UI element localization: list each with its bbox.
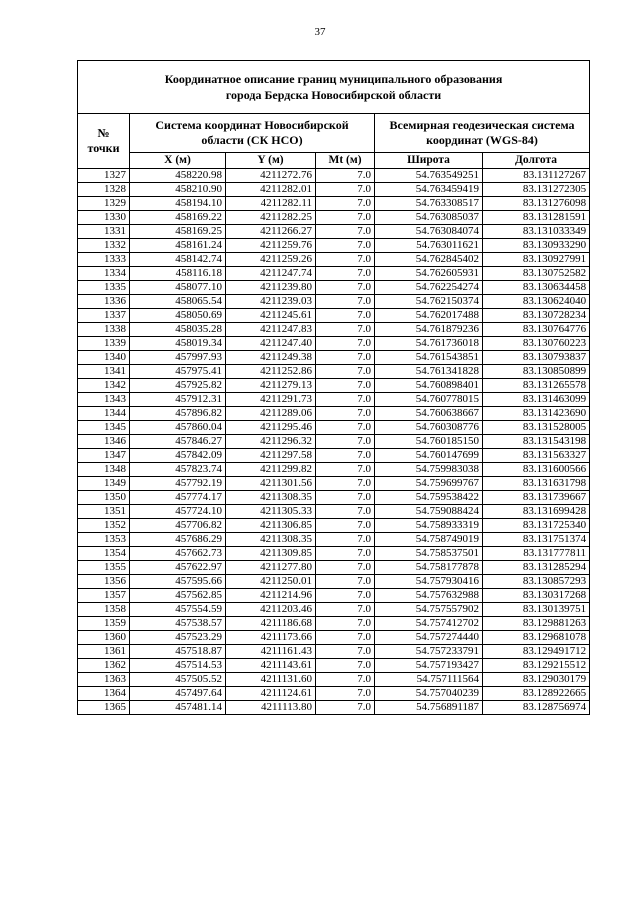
mt-cell: 7.0	[316, 561, 375, 575]
point-number-cell: 1348	[78, 463, 130, 477]
longitude-column-header: Долгота	[483, 153, 590, 169]
table-row	[78, 337, 590, 351]
y-cell: 4211203.46	[226, 603, 316, 617]
table-row	[78, 701, 590, 715]
mt-column-header: Mt (м)	[316, 153, 375, 169]
table-row	[78, 673, 590, 687]
latitude-cell: 54.763549251	[375, 169, 483, 183]
latitude-cell: 54.760185150	[375, 435, 483, 449]
mt-cell: 7.0	[316, 589, 375, 603]
longitude-cell: 83.131739667	[483, 491, 590, 505]
y-cell: 4211295.46	[226, 421, 316, 435]
y-cell: 4211299.82	[226, 463, 316, 477]
y-cell: 4211308.35	[226, 533, 316, 547]
x-cell: 458065.54	[130, 295, 226, 309]
longitude-cell: 83.130933290	[483, 239, 590, 253]
latitude-cell: 54.759983038	[375, 463, 483, 477]
latitude-cell: 54.760638667	[375, 407, 483, 421]
mt-cell: 7.0	[316, 281, 375, 295]
longitude-cell: 83.130752582	[483, 267, 590, 281]
latitude-cell: 54.757040239	[375, 687, 483, 701]
x-cell: 457562.85	[130, 589, 226, 603]
latitude-cell: 54.758537501	[375, 547, 483, 561]
point-number-cell: 1364	[78, 687, 130, 701]
longitude-cell: 83.130760223	[483, 337, 590, 351]
y-cell: 4211247.40	[226, 337, 316, 351]
point-number-cell: 1358	[78, 603, 130, 617]
point-number-cell: 1343	[78, 393, 130, 407]
point-number-cell: 1330	[78, 211, 130, 225]
longitude-cell: 83.129215512	[483, 659, 590, 673]
table-row	[78, 351, 590, 365]
wgs84-system-header: Всемирная геодезическая система координат (WGS-84)	[375, 114, 590, 153]
longitude-cell: 83.129491712	[483, 645, 590, 659]
table-row	[78, 225, 590, 239]
point-number-cell: 1363	[78, 673, 130, 687]
y-cell: 4211249.38	[226, 351, 316, 365]
table-row	[78, 211, 590, 225]
longitude-cell: 83.128756974	[483, 701, 590, 715]
longitude-cell: 83.131600566	[483, 463, 590, 477]
point-number-cell: 1357	[78, 589, 130, 603]
x-cell: 457538.57	[130, 617, 226, 631]
mt-cell: 7.0	[316, 505, 375, 519]
point-number-cell: 1354	[78, 547, 130, 561]
point-number-cell: 1333	[78, 253, 130, 267]
mt-cell: 7.0	[316, 183, 375, 197]
longitude-cell: 83.131543198	[483, 435, 590, 449]
y-cell: 4211306.85	[226, 519, 316, 533]
y-cell: 4211259.76	[226, 239, 316, 253]
latitude-cell: 54.759088424	[375, 505, 483, 519]
x-cell: 457823.74	[130, 463, 226, 477]
y-cell: 4211245.61	[226, 309, 316, 323]
latitude-cell: 54.756891187	[375, 701, 483, 715]
mt-cell: 7.0	[316, 225, 375, 239]
x-cell: 457514.53	[130, 659, 226, 673]
mt-cell: 7.0	[316, 337, 375, 351]
table-row	[78, 309, 590, 323]
point-number-cell: 1361	[78, 645, 130, 659]
latitude-cell: 54.759538422	[375, 491, 483, 505]
y-cell: 4211291.73	[226, 393, 316, 407]
longitude-cell: 83.130793837	[483, 351, 590, 365]
point-number-cell: 1355	[78, 561, 130, 575]
mt-cell: 7.0	[316, 519, 375, 533]
point-number-cell: 1359	[78, 617, 130, 631]
table-row	[78, 239, 590, 253]
x-cell: 458019.34	[130, 337, 226, 351]
mt-cell: 7.0	[316, 351, 375, 365]
longitude-cell: 83.131528005	[483, 421, 590, 435]
y-cell: 4211250.01	[226, 575, 316, 589]
point-number-cell: 1346	[78, 435, 130, 449]
y-cell: 4211296.32	[226, 435, 316, 449]
point-number-cell: 1340	[78, 351, 130, 365]
point-number-cell: 1362	[78, 659, 130, 673]
x-cell: 457662.73	[130, 547, 226, 561]
x-cell: 458035.28	[130, 323, 226, 337]
mt-cell: 7.0	[316, 617, 375, 631]
table-row	[78, 407, 590, 421]
table-row	[78, 589, 590, 603]
point-number-cell: 1352	[78, 519, 130, 533]
latitude-cell: 54.760898401	[375, 379, 483, 393]
y-cell: 4211277.80	[226, 561, 316, 575]
y-cell: 4211289.06	[226, 407, 316, 421]
longitude-cell: 83.131699428	[483, 505, 590, 519]
mt-cell: 7.0	[316, 169, 375, 183]
x-cell: 457912.31	[130, 393, 226, 407]
latitude-cell: 54.757557902	[375, 603, 483, 617]
mt-cell: 7.0	[316, 407, 375, 421]
y-cell: 4211239.03	[226, 295, 316, 309]
mt-cell: 7.0	[316, 491, 375, 505]
point-number-cell: 1345	[78, 421, 130, 435]
x-cell: 457860.04	[130, 421, 226, 435]
latitude-cell: 54.760308776	[375, 421, 483, 435]
y-cell: 4211214.96	[226, 589, 316, 603]
latitude-cell: 54.763084074	[375, 225, 483, 239]
table-row	[78, 183, 590, 197]
y-cell: 4211272.76	[226, 169, 316, 183]
x-cell: 457523.29	[130, 631, 226, 645]
table-row	[78, 491, 590, 505]
point-number-cell: 1351	[78, 505, 130, 519]
latitude-cell: 54.762017488	[375, 309, 483, 323]
x-cell: 457975.41	[130, 365, 226, 379]
point-number-cell: 1360	[78, 631, 130, 645]
latitude-cell: 54.763011621	[375, 239, 483, 253]
table-row	[78, 575, 590, 589]
y-cell: 4211161.43	[226, 645, 316, 659]
table-row	[78, 393, 590, 407]
latitude-cell: 54.760778015	[375, 393, 483, 407]
mt-cell: 7.0	[316, 197, 375, 211]
point-number-cell: 1365	[78, 701, 130, 715]
y-cell: 4211282.25	[226, 211, 316, 225]
point-number-cell: 1338	[78, 323, 130, 337]
point-number-cell: 1347	[78, 449, 130, 463]
longitude-cell: 83.131563327	[483, 449, 590, 463]
point-number-header	[78, 114, 130, 169]
point-number-cell: 1328	[78, 183, 130, 197]
point-number-cell: 1327	[78, 169, 130, 183]
mt-cell: 7.0	[316, 295, 375, 309]
x-cell: 457686.29	[130, 533, 226, 547]
x-cell: 457842.09	[130, 449, 226, 463]
table-row	[78, 379, 590, 393]
x-cell: 457706.82	[130, 519, 226, 533]
table-row	[78, 477, 590, 491]
longitude-cell: 83.131777811	[483, 547, 590, 561]
longitude-cell: 83.130728234	[483, 309, 590, 323]
mt-cell: 7.0	[316, 645, 375, 659]
x-cell: 458050.69	[130, 309, 226, 323]
latitude-cell: 54.762605931	[375, 267, 483, 281]
mt-cell: 7.0	[316, 449, 375, 463]
coordinates-table	[77, 60, 590, 715]
x-cell: 457846.27	[130, 435, 226, 449]
longitude-cell: 83.130857293	[483, 575, 590, 589]
latitude-cell: 54.758933319	[375, 519, 483, 533]
table-row	[78, 631, 590, 645]
table-row	[78, 645, 590, 659]
mt-cell: 7.0	[316, 477, 375, 491]
x-cell: 458142.74	[130, 253, 226, 267]
mt-cell: 7.0	[316, 379, 375, 393]
point-number-cell: 1341	[78, 365, 130, 379]
latitude-cell: 54.761543851	[375, 351, 483, 365]
longitude-cell: 83.131463099	[483, 393, 590, 407]
y-cell: 4211247.74	[226, 267, 316, 281]
mt-cell: 7.0	[316, 603, 375, 617]
mt-cell: 7.0	[316, 211, 375, 225]
mt-cell: 7.0	[316, 701, 375, 715]
latitude-cell: 54.757930416	[375, 575, 483, 589]
x-cell: 457774.17	[130, 491, 226, 505]
y-cell: 4211186.68	[226, 617, 316, 631]
latitude-cell: 54.763459419	[375, 183, 483, 197]
longitude-cell: 83.130317268	[483, 589, 590, 603]
latitude-cell: 54.757111564	[375, 673, 483, 687]
table-row	[78, 421, 590, 435]
longitude-cell: 83.130764776	[483, 323, 590, 337]
x-cell: 457724.10	[130, 505, 226, 519]
table-header	[78, 61, 590, 169]
latitude-cell: 54.757412702	[375, 617, 483, 631]
title-line-2: города Бердска Новосибирской области	[225, 88, 442, 102]
latitude-cell: 54.763308517	[375, 197, 483, 211]
y-cell: 4211282.01	[226, 183, 316, 197]
point-number-label: точки	[87, 141, 120, 155]
latitude-cell: 54.757193427	[375, 659, 483, 673]
x-cell: 457925.82	[130, 379, 226, 393]
latitude-cell: 54.758749019	[375, 533, 483, 547]
mt-cell: 7.0	[316, 421, 375, 435]
point-number-cell: 1332	[78, 239, 130, 253]
y-cell: 4211282.11	[226, 197, 316, 211]
x-cell: 457497.64	[130, 687, 226, 701]
mt-cell: 7.0	[316, 309, 375, 323]
table-row	[78, 281, 590, 295]
longitude-cell: 83.130624040	[483, 295, 590, 309]
x-cell: 457481.14	[130, 701, 226, 715]
y-cell: 4211308.35	[226, 491, 316, 505]
point-number-cell: 1336	[78, 295, 130, 309]
x-cell: 458194.10	[130, 197, 226, 211]
point-number-cell: 1331	[78, 225, 130, 239]
table-row	[78, 463, 590, 477]
longitude-cell: 83.131725340	[483, 519, 590, 533]
longitude-cell: 83.131423690	[483, 407, 590, 421]
longitude-cell: 83.131285294	[483, 561, 590, 575]
mt-cell: 7.0	[316, 253, 375, 267]
mt-cell: 7.0	[316, 365, 375, 379]
latitude-cell: 54.761341828	[375, 365, 483, 379]
longitude-cell: 83.131127267	[483, 169, 590, 183]
y-cell: 4211247.83	[226, 323, 316, 337]
x-cell: 457792.19	[130, 477, 226, 491]
latitude-cell: 54.761879236	[375, 323, 483, 337]
y-cell: 4211309.85	[226, 547, 316, 561]
table-body	[78, 169, 590, 715]
longitude-cell: 83.129881263	[483, 617, 590, 631]
table-row	[78, 295, 590, 309]
latitude-cell: 54.760147699	[375, 449, 483, 463]
latitude-cell: 54.762254274	[375, 281, 483, 295]
point-number-cell: 1356	[78, 575, 130, 589]
table-row	[78, 435, 590, 449]
longitude-cell: 83.131276098	[483, 197, 590, 211]
x-cell: 458210.90	[130, 183, 226, 197]
point-number-cell: 1339	[78, 337, 130, 351]
latitude-cell: 54.758177878	[375, 561, 483, 575]
table-row	[78, 519, 590, 533]
table-row	[78, 253, 590, 267]
point-number-cell: 1337	[78, 309, 130, 323]
title-line-1: Координатное описание границ муниципального образования	[164, 72, 503, 86]
mt-cell: 7.0	[316, 239, 375, 253]
mt-cell: 7.0	[316, 463, 375, 477]
y-cell: 4211124.61	[226, 687, 316, 701]
mt-cell: 7.0	[316, 393, 375, 407]
mt-cell: 7.0	[316, 547, 375, 561]
y-cell: 4211301.56	[226, 477, 316, 491]
table-row	[78, 561, 590, 575]
x-cell: 457896.82	[130, 407, 226, 421]
latitude-cell: 54.763085037	[375, 211, 483, 225]
mt-cell: 7.0	[316, 659, 375, 673]
table-row	[78, 449, 590, 463]
table-row	[78, 169, 590, 183]
longitude-cell: 83.131272305	[483, 183, 590, 197]
latitude-cell: 54.757274440	[375, 631, 483, 645]
latitude-cell: 54.761736018	[375, 337, 483, 351]
y-cell: 4211131.60	[226, 673, 316, 687]
table-row	[78, 505, 590, 519]
point-number-cell: 1329	[78, 197, 130, 211]
table-row	[78, 547, 590, 561]
x-cell: 457595.66	[130, 575, 226, 589]
point-number-cell: 1342	[78, 379, 130, 393]
latitude-cell: 54.762150374	[375, 295, 483, 309]
table-row	[78, 603, 590, 617]
y-cell: 4211266.27	[226, 225, 316, 239]
x-cell: 457505.52	[130, 673, 226, 687]
x-cell: 458161.24	[130, 239, 226, 253]
mt-cell: 7.0	[316, 533, 375, 547]
mt-cell: 7.0	[316, 435, 375, 449]
y-cell: 4211297.58	[226, 449, 316, 463]
longitude-cell: 83.131033349	[483, 225, 590, 239]
y-cell: 4211279.13	[226, 379, 316, 393]
point-number-cell: 1344	[78, 407, 130, 421]
x-cell: 457518.87	[130, 645, 226, 659]
local-system-header: Система координат Новосибирской области (СК НСО)	[130, 114, 375, 153]
mt-cell: 7.0	[316, 267, 375, 281]
longitude-cell: 83.130927991	[483, 253, 590, 267]
page-number: 37	[314, 26, 326, 38]
longitude-cell: 83.129030179	[483, 673, 590, 687]
mt-cell: 7.0	[316, 323, 375, 337]
mt-cell: 7.0	[316, 575, 375, 589]
point-number-cell: 1350	[78, 491, 130, 505]
x-cell: 457997.93	[130, 351, 226, 365]
longitude-cell: 83.129681078	[483, 631, 590, 645]
table-row	[78, 687, 590, 701]
table-title	[78, 61, 590, 114]
y-cell: 4211259.26	[226, 253, 316, 267]
longitude-cell: 83.131281591	[483, 211, 590, 225]
point-number-symbol: №	[97, 126, 110, 140]
longitude-cell: 83.130139751	[483, 603, 590, 617]
table-row	[78, 197, 590, 211]
x-cell: 458169.22	[130, 211, 226, 225]
mt-cell: 7.0	[316, 631, 375, 645]
table-row	[78, 323, 590, 337]
mt-cell: 7.0	[316, 687, 375, 701]
y-column-header: Y (м)	[226, 153, 316, 169]
y-cell: 4211113.80	[226, 701, 316, 715]
table-row	[78, 533, 590, 547]
latitude-cell: 54.757233791	[375, 645, 483, 659]
y-cell: 4211305.33	[226, 505, 316, 519]
mt-cell: 7.0	[316, 673, 375, 687]
table-row	[78, 267, 590, 281]
latitude-cell: 54.762845402	[375, 253, 483, 267]
longitude-cell: 83.128922665	[483, 687, 590, 701]
y-cell: 4211173.66	[226, 631, 316, 645]
longitude-cell: 83.131631798	[483, 477, 590, 491]
x-cell: 458220.98	[130, 169, 226, 183]
x-cell: 457622.97	[130, 561, 226, 575]
longitude-cell: 83.130850899	[483, 365, 590, 379]
latitude-cell: 54.757632988	[375, 589, 483, 603]
point-number-cell: 1334	[78, 267, 130, 281]
y-cell: 4211143.61	[226, 659, 316, 673]
table-row	[78, 617, 590, 631]
y-cell: 4211252.86	[226, 365, 316, 379]
latitude-column-header: Широта	[375, 153, 483, 169]
latitude-cell: 54.759699767	[375, 477, 483, 491]
longitude-cell: 83.131265578	[483, 379, 590, 393]
table-row	[78, 659, 590, 673]
x-cell: 457554.59	[130, 603, 226, 617]
y-cell: 4211239.80	[226, 281, 316, 295]
x-cell: 458077.10	[130, 281, 226, 295]
point-number-cell: 1353	[78, 533, 130, 547]
table-row	[78, 365, 590, 379]
point-number-cell: 1349	[78, 477, 130, 491]
longitude-cell: 83.130634458	[483, 281, 590, 295]
longitude-cell: 83.131751374	[483, 533, 590, 547]
x-cell: 458116.18	[130, 267, 226, 281]
point-number-cell: 1335	[78, 281, 130, 295]
x-column-header: X (м)	[130, 153, 226, 169]
x-cell: 458169.25	[130, 225, 226, 239]
